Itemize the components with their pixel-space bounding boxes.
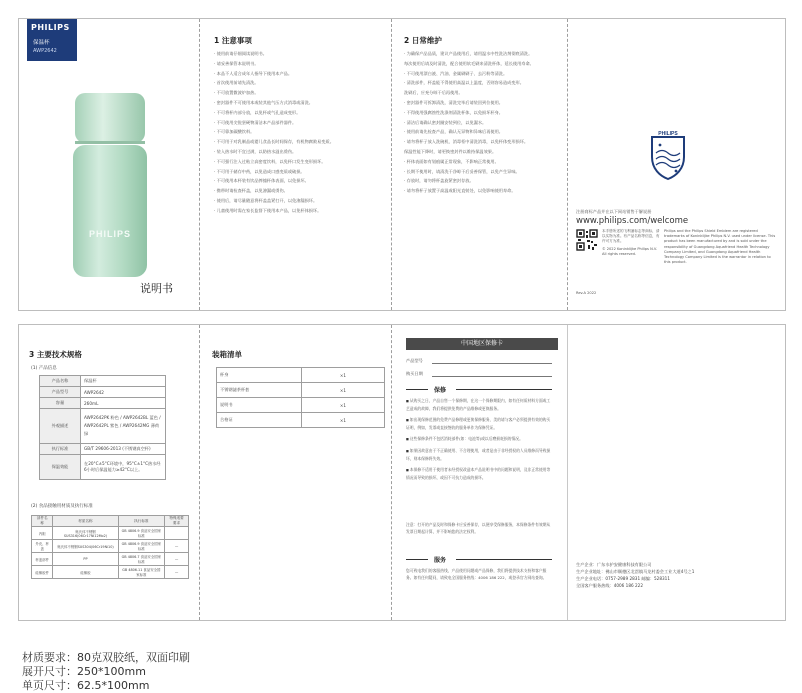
- model-field-line: [432, 363, 552, 364]
- warranty-item: ■ 如出现保修范围的免费产品修理或更换保修服务，美的请与客户必须提供有效的购买证明，例如，发票或直接签收的服务单作为保修凭证。: [406, 416, 554, 431]
- table-row: [40, 387, 166, 398]
- date-field-line: [432, 376, 552, 377]
- care-item: · 不得使用强腐蚀性洗涤剂清洗杯体，以免损坏杯身。: [404, 109, 503, 115]
- warranty-list: [406, 397, 554, 485]
- back-panel: [568, 19, 784, 310]
- materials-subheading: (2) 食品接触用材质及执行标准: [31, 504, 93, 509]
- notes-item: · 密封器件不可使用本或装其他气压方式消毒或清洗。: [214, 99, 313, 105]
- manufacturer-panel: [568, 325, 784, 620]
- packing-item-name: 杯身: [217, 368, 302, 383]
- specs-subheading: (1) 产品信息: [31, 366, 57, 371]
- warranty-card-title: 中国地区保修卡: [406, 338, 558, 350]
- notes-item: · 装入热水时不宜过满，以防热水溢出烫伤。: [214, 148, 297, 154]
- qr-code-icon: [576, 229, 598, 251]
- manufacturer-line: 全国客户服务热线：4006 186 222: [576, 583, 643, 588]
- spec-key: 外观描述: [40, 409, 81, 444]
- section-rule: [456, 389, 552, 390]
- table-cell: PP: [53, 553, 118, 566]
- revision-text: Rev.A 2022: [576, 291, 597, 295]
- product-model: AWP2642: [33, 48, 57, 54]
- website-url: www.philips.com/welcome: [576, 216, 689, 226]
- print-spec-material: 材质要求：80克双胶纸，双面印刷: [22, 651, 190, 664]
- spec-value: 260mL: [81, 398, 166, 409]
- care-item: · 清洗部件，杯盖能不得使用高温以上温度，否则容易造成变形。: [404, 80, 524, 86]
- spec-table: [39, 375, 166, 480]
- service-section-title: 服务: [434, 557, 447, 564]
- warranty-note: 注意：打开的产品及时和保修卡应妥善保存，以便享受保修服务，本保修条件有效期从发票日期起计算，并不影响您的法定权利。: [406, 522, 551, 534]
- warranty-panel: [392, 325, 566, 620]
- care-item: · 为确保产品品质，建议产品使用后，请用温水中性洗洁剂彻底清洗。: [404, 51, 533, 56]
- warranty-item: ■ 本保修不适用于使用者未经授权改造本产品说明书中的问题和说明，及非正常使用等情况而导致的损坏，或因不可抗力造成的损坏。: [406, 466, 554, 481]
- care-item: · 请勿将杯子放入洗碗机、消毒柜中清洗消毒，以免杯体变形损坏。: [404, 139, 529, 145]
- table-cell: GB 4806.11 食品安全国家标准: [118, 566, 164, 579]
- table-cell: 奥氏体不锈钢SUS316(06Cr17Ni12Mo2): [53, 527, 118, 540]
- table-cell: [165, 527, 189, 540]
- website-notice: 注册商标产品并在以下网站销售于解说册: [576, 209, 652, 214]
- table-row: [40, 376, 166, 387]
- manual-sheet-back: [18, 324, 786, 621]
- spec-value: AWP2642PK 粉色 / AWP2642BL 蓝色 / AWP2642PL 紫色 / AWP2642MG 薄荷绿: [81, 409, 166, 444]
- packing-item-qty: ×1: [302, 368, 385, 383]
- spec-key: 执行标准: [40, 444, 81, 455]
- table-row: [217, 413, 385, 428]
- packing-item-name: 合格证: [217, 413, 302, 428]
- table-cell: 奥氏体不锈钢SUS304(06Cr19Ni10): [53, 540, 118, 553]
- notes-item: · 不可靠加碳酸饮料。: [214, 129, 255, 135]
- date-field-label: 购买日期: [406, 371, 423, 376]
- table-row: [40, 455, 166, 480]
- print-spec-page: 单页尺寸：62.5*100mm: [22, 679, 150, 692]
- table-cell: 硅橡胶件: [32, 566, 53, 579]
- care-item: · 不可使用漂白液、汽油、金属刷刷子、去污粉等清洗。: [404, 70, 508, 76]
- table-cell: —: [165, 540, 189, 553]
- table-cell: 外壳、杯盖: [32, 540, 53, 553]
- spec-value: GB/T 29606-2013 (不锈钢真空杯): [81, 444, 166, 455]
- warranty-item: ■ 这些保修条件不包括消耗部件(如：电池等)或以后磨损耗损的情况。: [406, 435, 554, 443]
- care-item: · 请勿将杯子放置于高温或阳光直射处，以免影响使用寿命。: [404, 188, 516, 194]
- spec-value: AWP2642: [81, 387, 166, 398]
- packing-item-name: 不锈钢滤茶杯套: [217, 383, 302, 398]
- warranty-item: ■ 如果因故意由于不正确使用、不合理使用，或者是由于非经授权的人员维修而导致损坏，则本保修将失效。: [406, 447, 554, 462]
- table-row: [40, 444, 166, 455]
- packing-item-qty: ×1: [302, 383, 385, 398]
- brand-bar: [27, 19, 77, 61]
- packing-table: [216, 367, 385, 428]
- table-row: [40, 398, 166, 409]
- care-heading: 2 日常维护: [404, 36, 442, 45]
- cover-title: 说明书: [140, 282, 173, 295]
- packing-heading: 装箱清单: [212, 350, 242, 359]
- table-cell: 杯盖部件: [32, 553, 53, 566]
- spec-key: 产品名称: [40, 376, 81, 387]
- table-header-row: [32, 516, 189, 527]
- column-header: 材质名称: [53, 516, 118, 527]
- care-item: · 使用前请先检查产品，确认无异物和异味后再使用。: [404, 129, 503, 135]
- spec-key: 容量: [40, 398, 81, 409]
- section-rule: [406, 389, 428, 390]
- notes-item: · 使用前请仔细阅读说明书。: [214, 51, 267, 56]
- care-item: · 长期不使用时，请清洗干净晾干后妥善保管，以免产生异味。: [404, 168, 520, 174]
- notes-item: · 不可放置微波炉加热。: [214, 90, 259, 96]
- manufacturer-info: [576, 561, 694, 589]
- copyright-text: © 2022 Koninklijke Philips N.V. All rights reserved.: [602, 247, 658, 257]
- care-panel: [392, 19, 566, 310]
- cover-panel: [19, 19, 199, 310]
- notes-item: · 儿童使用时需在家长监督下使用本产品，以免杯体损坏。: [214, 207, 322, 213]
- notes-item: · 不可将杯内部分放，以免杯或气孔造成变形。: [214, 109, 301, 115]
- table-cell: 内胆: [32, 527, 53, 540]
- philips-shield-icon: [648, 131, 688, 181]
- table-row: [32, 566, 189, 579]
- care-item: 洗刷后，应充分晾干后再使用。: [404, 90, 463, 96]
- care-item: · 清洁后请确认密封圈安装到位，以免漏水。: [404, 119, 487, 125]
- service-text: 您可致电我们的客服热线，产品使用问题或产品保修，我们将提供技术支持和客户服务。如有任何疑问，请致电全国服务热线：4006 186 222，或登录官方网站查询。: [406, 568, 547, 580]
- spec-key: 保温效能: [40, 455, 81, 480]
- manufacturer-line: 生产企业地址：佛山市顺德区北滘镇马龙村委会工业大道4号之1: [576, 569, 695, 574]
- specs-heading: 3 主要技术规格: [29, 350, 82, 359]
- packing-item-name: 说明书: [217, 398, 302, 413]
- table-row: [217, 398, 385, 413]
- notes-item: · 携带时请检查杯盖，以免渗漏或烫伤。: [214, 188, 288, 194]
- specs-panel: [19, 325, 199, 620]
- packing-item-qty: ×1: [302, 398, 385, 413]
- care-list: [404, 49, 534, 196]
- manual-sheet-front: [18, 18, 786, 311]
- manufacturer-line: 生产企业：广东水护安健康科技有限公司: [576, 562, 652, 567]
- notes-item: · 本品不人适合成年人指导下使用本产品。: [214, 70, 293, 76]
- spec-value: 在20°C±5°C环境中，95°C±1°C热水经6小时后保温能力≥42°C以上。: [81, 455, 166, 480]
- notes-item: · 使用后，请尽量随意将杯盖盖紧打开，以免渗漏损坏。: [214, 197, 318, 203]
- table-row: [217, 383, 385, 398]
- model-field-label: 产品型号: [406, 358, 423, 363]
- care-item: · 密封器件可拆卸清洗，清洗完毕后请装回到位使用。: [404, 99, 503, 105]
- section-rule: [406, 559, 428, 560]
- notes-heading: 1 注意事项: [214, 36, 252, 45]
- thermos-bottle-image: [67, 89, 153, 285]
- table-cell: —: [165, 553, 189, 566]
- column-header: 执行标准: [118, 516, 164, 527]
- spec-value: 保温杯: [81, 376, 166, 387]
- notes-list: [214, 49, 334, 216]
- section-rule: [456, 559, 552, 560]
- table-row: [32, 553, 189, 566]
- qr-note: 本手册所述的飞利浦标志等商标，请以实物为准。有产品名称等信息，有许可方为准。: [602, 229, 660, 244]
- warranty-section-title: 保修: [434, 387, 447, 394]
- shield-brand-text: PHILIPS: [658, 131, 678, 137]
- notes-item: · 首次使用前请先清洗。: [214, 80, 259, 86]
- warranty-item: ■ 从购买之日，产品自售一个保修期，在这一个保修期限内，如有任何质材料方面或工艺造成的故障，我们将提供免费的产品维修或更换服务。: [406, 397, 554, 412]
- notes-item: · 不可用于对乳制品或婴儿食品长时间保存，有机物腐败易变质。: [214, 139, 334, 145]
- table-cell: 硅橡胶: [53, 566, 118, 579]
- table-cell: GB 4806.9 食品安全国家标准: [118, 540, 164, 553]
- column-header: 部件名称: [32, 516, 53, 527]
- notes-item: · 不可强行注入过粘立高密度饮料，以免杯口发生变形损坏。: [214, 158, 326, 164]
- care-item: 每次使用后请及时清洗，配合使用软毛刷来清洗杯体，延长使用寿命。: [404, 60, 534, 66]
- license-text: Philips and the Philips Shield Emblem are registered trademarks of Koninklijke Philips N.V. used under license. This product has been manufactured by and is sold under the responsibility of Guangdong Aquafriend Health Technology Company Limited, and Guangdong Aquafriend Health Technology Company Limited is the warrantor in relation to this product.: [664, 229, 776, 265]
- notes-panel: [200, 19, 390, 310]
- table-cell: GB 4806.7 食品安全国家标准: [118, 553, 164, 566]
- care-item: · 存放时，请勿将杯盖旋紧密封存放。: [404, 178, 474, 184]
- notes-item: · 请妥善保管本说明书。: [214, 60, 259, 66]
- product-category: 保温杯: [33, 40, 50, 46]
- table-row: [32, 527, 189, 540]
- brand-logo: PHILIPS: [31, 23, 70, 32]
- table-row: [217, 368, 385, 383]
- notes-item: · 不可使用尖锐坚硬物清洁本产品部件器件。: [214, 119, 297, 125]
- spec-key: 产品型号: [40, 387, 81, 398]
- table-row: [40, 409, 166, 444]
- care-item: 保温性能下降时，请更换密封件以维持保温效果。: [404, 148, 497, 154]
- packing-item-qty: ×1: [302, 413, 385, 428]
- packing-panel: [200, 325, 390, 620]
- notes-item: · 不可使用本杯装有饮品摔撞杯体表面，以免损坏。: [214, 178, 309, 184]
- manufacturer-line: 生产企业电话：0757-2989 2831 邮编：528311: [576, 576, 671, 581]
- notes-item: · 不可用于储存中药，以免造成口感变质或破损。: [214, 168, 305, 174]
- materials-table: [31, 515, 189, 579]
- print-spec-unfolded: 展开尺寸：250*100mm: [22, 665, 146, 678]
- care-item: · 杯体表面如有划痕属正常现象，不影响正常使用。: [404, 158, 499, 164]
- table-cell: GB 4806.9 食品安全国家标准: [118, 527, 164, 540]
- table-row: [32, 540, 189, 553]
- bottle-brand-text: PHILIPS: [88, 229, 132, 239]
- table-cell: —: [165, 566, 189, 579]
- column-header: 特殊适要要求: [165, 516, 189, 527]
